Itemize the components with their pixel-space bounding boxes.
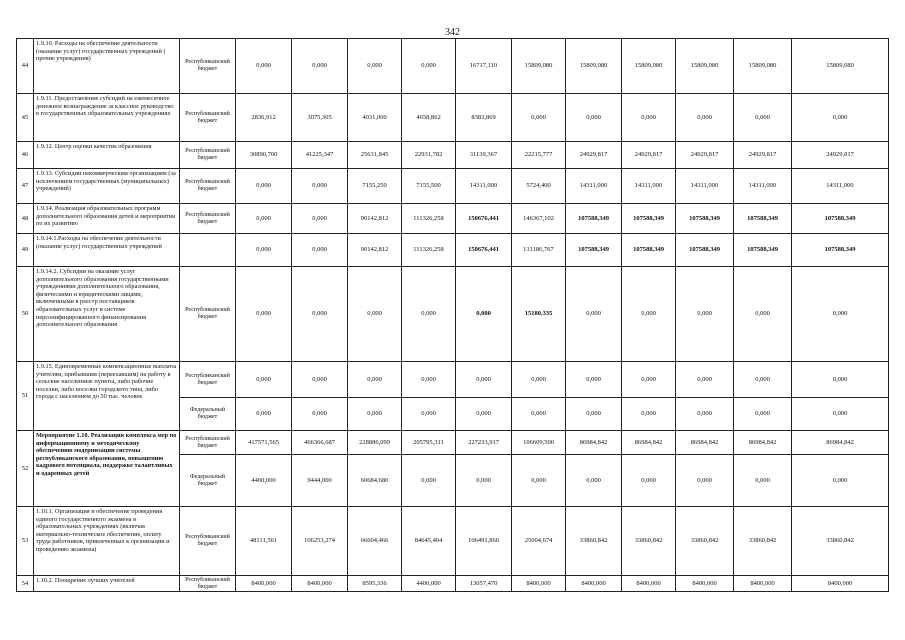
value-cell: 0,000 [236,398,292,431]
row-description: 1.9.10. Расходы на обеспечение деятельности (оказание услуг) государственных учреждений ( прочие учреждения) [34,39,180,94]
value-cell: 466366,687 [292,431,348,455]
value-cell: 106609,500 [512,431,566,455]
value-cell: 0,000 [402,39,456,94]
value-cell: 417571,565 [236,431,292,455]
value-cell: 0,000 [622,362,676,398]
row-description: 1.9.14.2. Субсидии на оказание услуг дополнительного образования государственными учреждениями дополнительного образования, физическими и юридическими лицами, включенными в реестр поставщиков образовательных услуг в системе персонифицированного финансирования дополнительного образования [34,267,180,362]
row-description: 1.9.14.1.Расходы на обеспечение деятельности (оказание услуг) государственных учреждений [34,234,180,267]
value-cell: 41225,347 [292,142,348,169]
value-cell: 4400,000 [402,576,456,592]
row-description: 1.10.1. Организация и обеспечение проведения единого государственного экзамена в образовательных учреждениях (включая материально-техническое обеспечение, оплату труда работников, привлеченных к организации и проведению экзамена) [34,507,180,576]
funding-source [180,234,236,267]
value-cell: 24929,817 [566,142,622,169]
value-cell: 15809,080 [512,39,566,94]
value-cell: 86984,842 [792,431,889,455]
value-cell: 86984,842 [676,431,734,455]
table-row [17,507,889,576]
value-cell: 8400,000 [622,576,676,592]
value-cell: 15180,335 [512,267,566,362]
value-cell: 131186,767 [512,234,566,267]
value-cell: 0,000 [348,362,402,398]
value-cell: 0,000 [792,362,889,398]
row-description: 1.9.13. Субсидии некоммерческим организациям (за исключением государственных (муниципальных) учреждений) [34,169,180,204]
table-row [17,267,889,362]
value-cell: 84645,404 [402,507,456,576]
value-cell: 25004,674 [512,507,566,576]
value-cell: 0,000 [734,398,792,431]
value-cell: 0,000 [236,267,292,362]
value-cell: 107588,349 [792,204,889,234]
budget-table [16,38,889,592]
row-number: 44 [17,39,34,94]
value-cell: 86984,842 [622,431,676,455]
value-cell: 90142,812 [348,204,402,234]
value-cell: 0,000 [292,234,348,267]
value-cell: 4400,000 [236,455,292,507]
value-cell: 107588,349 [734,234,792,267]
funding-source: Республиканский бюджет [180,431,236,455]
value-cell: 0,000 [792,455,889,507]
value-cell: 0,000 [622,398,676,431]
row-number: 53 [17,507,34,576]
value-cell: 107588,349 [566,234,622,267]
table-row [17,234,889,267]
value-cell: 0,000 [292,398,348,431]
value-cell: 8400,000 [566,576,622,592]
value-cell: 0,000 [734,362,792,398]
value-cell: 14311,000 [622,169,676,204]
value-cell: 0,000 [512,398,566,431]
value-cell: 48111,561 [236,507,292,576]
value-cell: 86984,842 [566,431,622,455]
table-row [17,204,889,234]
value-cell: 8400,000 [792,576,889,592]
value-cell: 0,000 [676,267,734,362]
value-cell: 8595,336 [348,576,402,592]
value-cell: 205795,311 [402,431,456,455]
value-cell: 14311,000 [676,169,734,204]
value-cell: 14311,000 [566,169,622,204]
value-cell: 15809,080 [734,39,792,94]
value-cell: 150676,441 [456,234,512,267]
value-cell: 13057,470 [456,576,512,592]
funding-source: Республиканский бюджет [180,204,236,234]
row-number: 46 [17,142,34,169]
value-cell: 0,000 [676,94,734,142]
row-number: 47 [17,169,34,204]
row-number: 45 [17,94,34,142]
value-cell: 0,000 [292,204,348,234]
funding-source: Республиканский бюджет [180,362,236,398]
value-cell: 0,000 [792,267,889,362]
value-cell: 60684,680 [348,455,402,507]
value-cell: 90142,812 [348,234,402,267]
table-row [17,576,889,592]
funding-source: Республиканский бюджет [180,267,236,362]
table-row [17,431,889,455]
value-cell: 15809,080 [622,39,676,94]
value-cell: 15809,080 [566,39,622,94]
value-cell: 107588,349 [622,204,676,234]
page-number: 342 [445,27,460,38]
row-description: 1.9.12. Центр оценки качества образования [34,142,180,169]
value-cell: 16717,110 [456,39,512,94]
row-description: 1.9.14. Реализация образовательных программ дополнительного образования детей и мероприятия по их развитию [34,204,180,234]
funding-source: Республиканский бюджет [180,94,236,142]
value-cell: 7155,250 [348,169,402,204]
value-cell: 0,000 [566,362,622,398]
value-cell: 107588,349 [792,234,889,267]
value-cell: 0,000 [236,204,292,234]
value-cell: 111326,258 [402,204,456,234]
value-cell: 0,000 [456,267,512,362]
value-cell: 0,000 [566,94,622,142]
table-row [17,362,889,398]
value-cell: 0,000 [566,267,622,362]
value-cell: 106253,274 [292,507,348,576]
value-cell: 0,000 [792,398,889,431]
value-cell: 9444,000 [292,455,348,507]
value-cell: 111326,258 [402,234,456,267]
row-number: 54 [17,576,34,592]
value-cell: 31139,367 [456,142,512,169]
value-cell: 24929,817 [676,142,734,169]
value-cell: 4658,862 [402,94,456,142]
value-cell: 0,000 [456,398,512,431]
value-cell: 0,000 [734,455,792,507]
value-cell: 106491,866 [456,507,512,576]
value-cell: 0,000 [512,455,566,507]
row-description: Мероприятие 1.10. Реализация комплекса мер по информационному и методическому обеспечению модернизации системы республиканского образования, повышению кадрового потенциала, поддержке талантливых и одаренных детей [34,431,180,507]
value-cell: 107588,349 [566,204,622,234]
value-cell: 146367,102 [512,204,566,234]
value-cell: 8400,000 [676,576,734,592]
row-number: 51 [17,362,34,431]
value-cell: 24929,817 [792,142,889,169]
row-description: 1.9.15. Единовременные компенсационные выплаты учителям, прибывшим (переехавшим) на работу в сельские населенные пункты, либо рабочие поселки, либо поселки городского типа, либо города с населением до 50 тыс. человек [34,362,180,431]
value-cell: 0,000 [734,94,792,142]
value-cell: 33860,842 [734,507,792,576]
table-row [17,39,889,94]
funding-source: Федеральный бюджет [180,455,236,507]
value-cell: 0,000 [236,39,292,94]
value-cell: 8400,000 [512,576,566,592]
value-cell: 0,000 [622,94,676,142]
value-cell: 0,000 [676,455,734,507]
value-cell: 24929,817 [734,142,792,169]
value-cell: 107588,349 [622,234,676,267]
value-cell: 22931,782 [402,142,456,169]
value-cell: 0,000 [402,398,456,431]
value-cell: 86984,842 [734,431,792,455]
value-cell: 0,000 [566,398,622,431]
value-cell: 150676,441 [456,204,512,234]
row-number: 49 [17,234,34,267]
value-cell: 8400,000 [236,576,292,592]
row-number: 48 [17,204,34,234]
value-cell: 0,000 [792,94,889,142]
value-cell: 14311,000 [792,169,889,204]
value-cell: 33860,842 [622,507,676,576]
value-cell: 107588,349 [734,204,792,234]
funding-source: Республиканский бюджет [180,142,236,169]
value-cell: 228886,099 [348,431,402,455]
value-cell: 24929,817 [622,142,676,169]
value-cell: 33860,842 [676,507,734,576]
row-description: 1.9.11. Предоставление субсидий на ежемесячное денежное вознаграждение за классное руководство в государственных образовательных учреждениях [34,94,180,142]
value-cell: 0,000 [512,362,566,398]
value-cell: 0,000 [402,267,456,362]
value-cell: 107588,349 [676,234,734,267]
value-cell: 0,000 [622,267,676,362]
value-cell: 8400,000 [292,576,348,592]
value-cell: 0,000 [734,267,792,362]
value-cell: 25631,845 [348,142,402,169]
row-number: 50 [17,267,34,362]
value-cell: 0,000 [456,362,512,398]
row-number: 52 [17,431,34,507]
funding-source: Республиканский бюджет [180,507,236,576]
value-cell: 33860,842 [792,507,889,576]
value-cell: 0,000 [292,362,348,398]
value-cell: 2836,912 [236,94,292,142]
value-cell: 8400,000 [734,576,792,592]
value-cell: 22215,777 [512,142,566,169]
value-cell: 5724,400 [512,169,566,204]
value-cell: 0,000 [676,398,734,431]
value-cell: 0,000 [348,267,402,362]
value-cell: 0,000 [402,362,456,398]
value-cell: 0,000 [566,455,622,507]
value-cell: 0,000 [292,267,348,362]
value-cell: 0,000 [402,455,456,507]
value-cell: 30890,700 [236,142,292,169]
value-cell: 0,000 [348,398,402,431]
value-cell: 4031,000 [348,94,402,142]
value-cell: 14311,000 [456,169,512,204]
funding-source: Республиканский бюджет [180,576,236,592]
table-row [17,169,889,204]
value-cell: 0,000 [348,39,402,94]
table-row [17,142,889,169]
value-cell: 8383,869 [456,94,512,142]
value-cell: 33860,842 [566,507,622,576]
value-cell: 0,000 [456,455,512,507]
value-cell: 0,000 [292,39,348,94]
funding-source: Федеральный бюджет [180,398,236,431]
funding-source: Республиканский бюджет [180,39,236,94]
row-description: 1.10.2. Поощрение лучших учителей [34,576,180,592]
value-cell: 7155,500 [402,169,456,204]
value-cell: 0,000 [292,169,348,204]
value-cell: 15809,080 [792,39,889,94]
funding-source: Республиканский бюджет [180,169,236,204]
value-cell: 3075,305 [292,94,348,142]
value-cell: 0,000 [236,169,292,204]
value-cell: 227233,917 [456,431,512,455]
table-row [17,94,889,142]
value-cell: 0,000 [512,94,566,142]
value-cell: 0,000 [676,362,734,398]
value-cell: 15809,080 [676,39,734,94]
value-cell: 107588,349 [676,204,734,234]
value-cell: 14311,000 [734,169,792,204]
value-cell: 0,000 [622,455,676,507]
value-cell: 0,000 [236,362,292,398]
value-cell: 66604,466 [348,507,402,576]
value-cell: 0,000 [236,234,292,267]
